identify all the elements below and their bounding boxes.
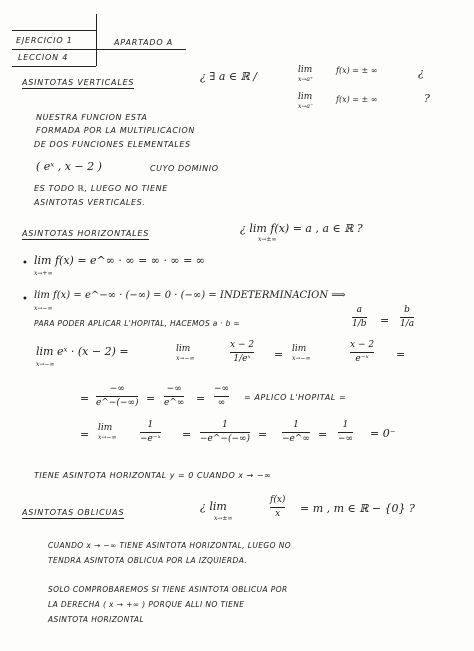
vertical-question-lead: ¿ ∃ a ∈ ℝ / [200, 70, 257, 83]
vertical-body-line-5: ES TODO ℝ, LUEGO NO TIENE [34, 184, 168, 193]
oblique-body-line-5: ASINTOTA HORIZONTAL [48, 615, 145, 624]
hopital-eq: = [380, 314, 390, 327]
row3-fraction-2: 1 −e^−(−∞) [200, 420, 251, 444]
vertical-body-line-3: DE DOS FUNCIONES ELEMENTALES [34, 140, 191, 149]
horizontal-item-1: lim f(x) = e^∞ · ∞ = ∞ · ∞ = ∞ [34, 254, 205, 267]
row3-fraction-1: 1 −e⁻ˣ [140, 420, 161, 444]
horizontal-item-1-sub: x→+∞ [34, 270, 53, 277]
row2-eq-1: = [146, 392, 156, 405]
header-box-bottom [12, 66, 96, 67]
row1-tail-eq: = [396, 348, 406, 361]
vertical-lim-bot: lim x→a⁻ [298, 92, 314, 110]
oblique-fraction: f(x) x [270, 495, 286, 519]
row1-lim: lim x→−∞ [176, 344, 195, 362]
bullet-2: • [22, 294, 28, 305]
row1-lead-sub: x→−∞ [36, 361, 55, 368]
vertical-body-line-6: ASINTOTAS VERTICALES. [34, 198, 146, 207]
row3-fraction-3: 1 −e^∞ [282, 420, 310, 444]
row2-fraction-2: −∞ e^∞ [164, 384, 185, 408]
vertical-body-line-1: NUESTRA FUNCION ESTA [36, 113, 148, 122]
oblique-title: ASINTOTAS OBLICUAS [22, 508, 125, 517]
row2-fraction-1: −∞ e^−(−∞) [96, 384, 139, 408]
apartado-label: APARTADO A [114, 38, 174, 47]
horizontal-conclusion: TIENE ASINTOTA HORIZONTAL y = 0 CUANDO x → −∞ [34, 471, 272, 480]
horizontal-question-sub: x→±∞ [258, 236, 277, 243]
row1-lim-2: lim x→−∞ [292, 344, 311, 362]
row3-fraction-4: 1 −∞ [338, 420, 354, 444]
horizontal-question: ¿ lim f(x) = a , a ∈ ℝ ? [240, 222, 363, 235]
oblique-body-line-2: TENDRA ASINTOTA OBLICUA POR LA IZQUIERDA. [48, 556, 248, 565]
vertical-q1: ¿ [418, 66, 424, 79]
horizontal-item-2: lim f(x) = e^−∞ · (−∞) = 0 · (−∞) = INDETERMINACION ⟹ [34, 290, 346, 301]
hopital-line: PARA PODER APLICAR L'HOPITAL, HACEMOS a · b = [34, 319, 240, 328]
vertical-lim-bot-expr: f(x) = ± ∞ [336, 95, 378, 104]
header-mid [12, 49, 104, 50]
oblique-question-pre: ¿ lim [200, 500, 227, 513]
ejercicio-label: EJERCICIO 1 [16, 36, 73, 45]
horizontal-title: ASINTOTAS HORIZONTALES [22, 229, 150, 238]
oblique-question-post: = m , m ∈ ℝ − {0} ? [300, 502, 415, 515]
bullet-1: • [22, 258, 28, 269]
header-divider-v [96, 14, 97, 66]
oblique-body-line-4: LA DERECHA ( x → +∞ ) PORQUE ALLI NO TIENE [48, 600, 245, 609]
row3-lim: lim x→−∞ [98, 423, 117, 441]
vertical-title: ASINTOTAS VERTICALES [22, 78, 135, 87]
row3-eq-2: = [258, 428, 268, 441]
row2-lead-eq: = [80, 392, 90, 405]
vertical-body-line-2: FORMADA POR LA MULTIPLICACION [36, 126, 195, 135]
hopital-fraction-b: b 1/a [400, 305, 415, 329]
header-right-underline [104, 49, 186, 50]
row1-eq: = [274, 348, 284, 361]
horizontal-item-2-sub: x→−∞ [34, 305, 53, 312]
row3-eq-3: = [318, 428, 328, 441]
vertical-lim-top-expr: f(x) = ± ∞ [336, 66, 378, 75]
vertical-lim-top: lim x→a⁺ [298, 65, 314, 83]
oblique-question-sub: x→±∞ [214, 515, 233, 522]
header-box-top [12, 30, 96, 31]
row3-tail: = 0⁻ [370, 427, 396, 440]
row1-lead: lim eˣ · (x − 2) = [36, 345, 129, 358]
oblique-body-line-1: CUANDO x → −∞ TIENE ASINTOTA HORIZONTAL, LUEGO NO [48, 541, 292, 550]
row3-lead-eq: = [80, 428, 90, 441]
row1-fraction-2: x − 2 e⁻ˣ [350, 340, 375, 364]
row1-fraction-1: x − 2 1/eˣ [230, 340, 255, 364]
row3-eq-1: = [182, 428, 192, 441]
row2-eq-2: = [196, 392, 206, 405]
oblique-body-line-3: SOLO COMPROBAREMOS SI TIENE ASINTOTA OBLICUA POR [48, 585, 288, 594]
vertical-q2: ? [424, 92, 430, 105]
vertical-body-line-4: CUYO DOMINIO [150, 164, 219, 173]
row2-tail: = APLICO L'HOPITAL = [244, 393, 347, 402]
leccion-label: LECCION 4 [18, 53, 69, 62]
hopital-fraction-a: a 1/b [352, 305, 367, 329]
vertical-functions: ( eˣ , x − 2 ) [36, 160, 102, 173]
row2-fraction-3: −∞ ∞ [214, 384, 230, 408]
